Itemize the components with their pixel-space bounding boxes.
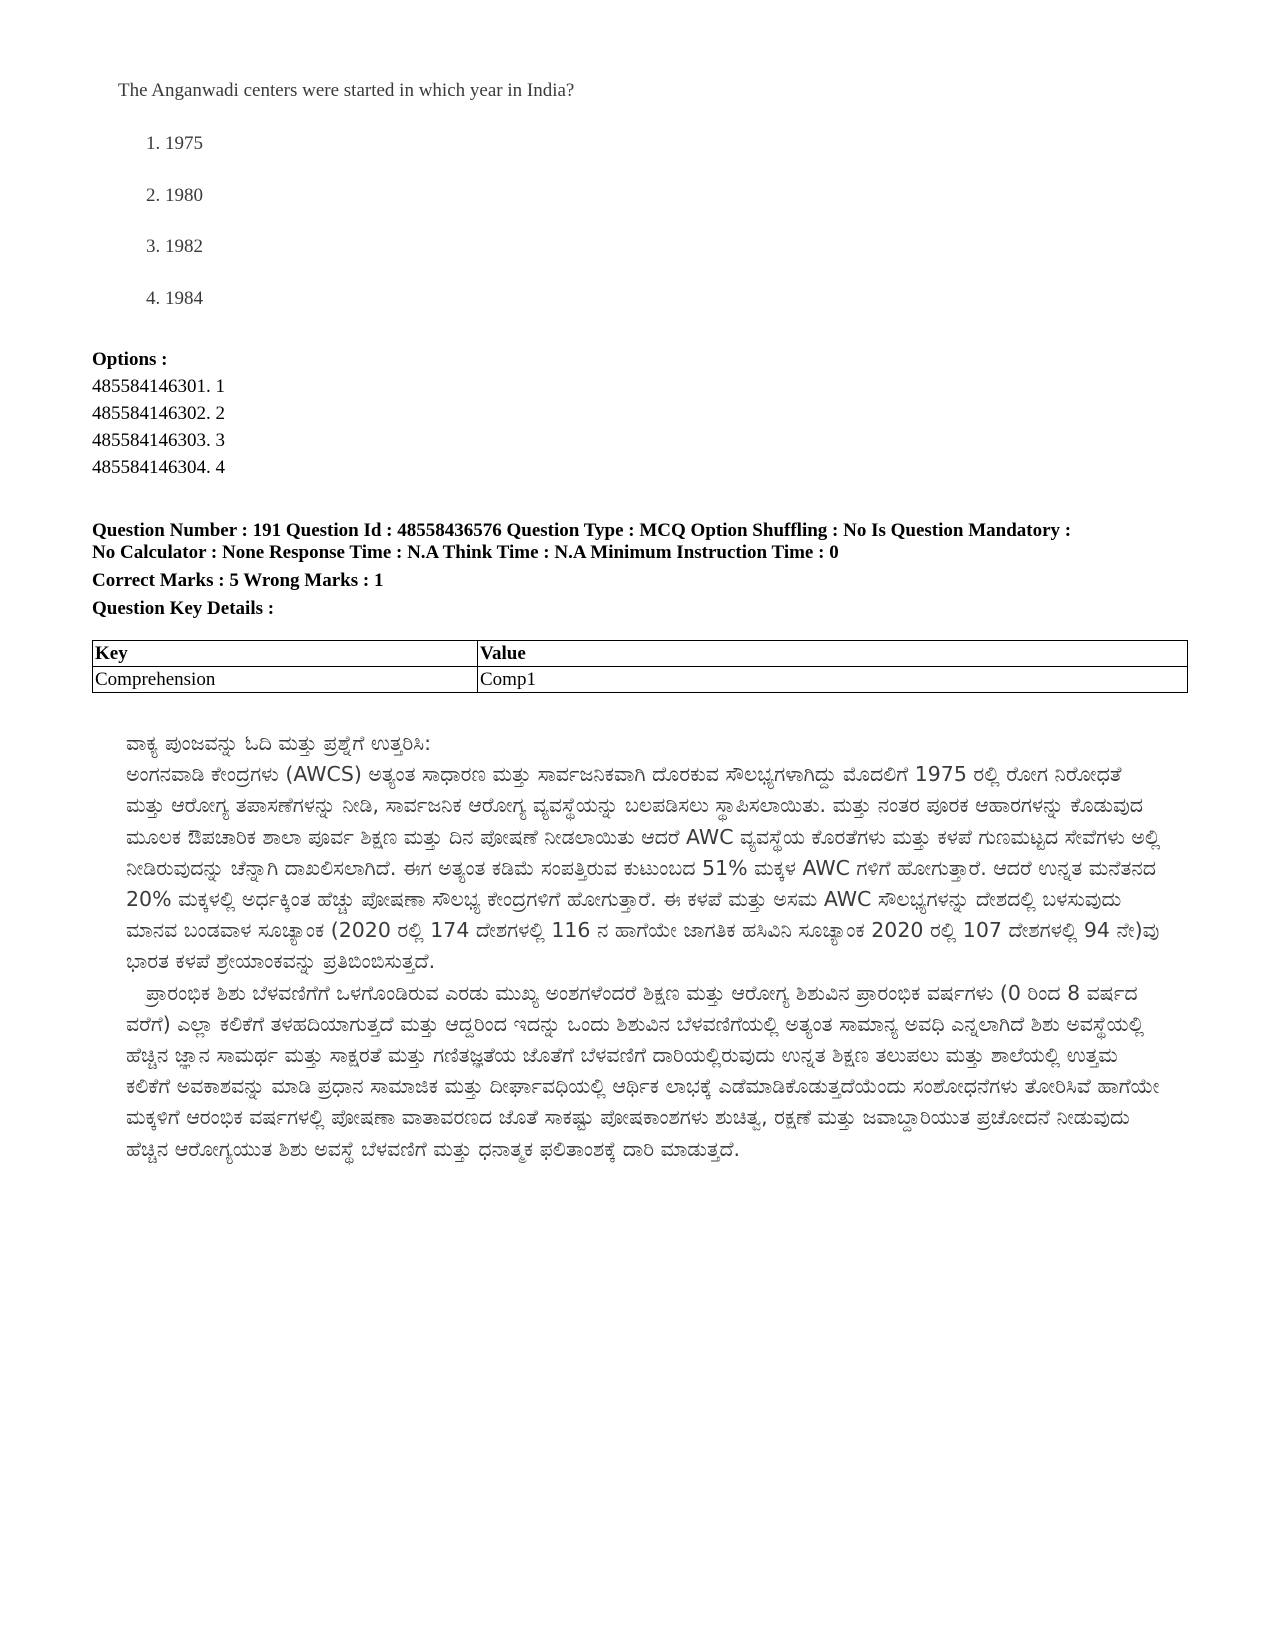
marks-line: Correct Marks : 5 Wrong Marks : 1 [92, 570, 384, 591]
table-row [93, 667, 1188, 693]
options-heading: Options : [92, 349, 168, 370]
option-id-line: 485584146304. 4 [92, 457, 225, 478]
passage-heading: ವಾಕ್ಯ ಪುಂಜವನ್ನು ಓದಿ ಮತ್ತು ಪ್ರಶ್ನೆಗೆ ಉತ್ತರಿಸಿ: [126, 731, 432, 755]
question-option-2: 2. 1980 [146, 185, 203, 206]
option-id-line: 485584146303. 3 [92, 430, 225, 451]
question-meta-line-1: Question Number : 191 Question Id : 48558436576 Question Type : MCQ Option Shuffling : No Is Question Mandatory : [92, 520, 1072, 541]
option-id-line: 485584146301. 1 [92, 376, 225, 397]
question-key-table [92, 640, 1188, 693]
passage-paragraph-2: ಪ್ರಾರಂಭಿಕ ಶಿಶು ಬೆಳವಣಿಗೆಗೆ ಒಳಗೊಂಡಿರುವ ಎರಡು ಮುಖ್ಯ ಅಂಶಗಳೆಂದರೆ ಶಿಕ್ಷಣ ಮತ್ತು ಆರೋಗ್ಯ ಶಿಶುವಿನ ಪ್ರಾರಂಭಿಕ ವರ್ಷಗಳು (0 ರಿಂದ 8 ವರ್ಷದ ವರೆಗೆ) ಎಲ್ಲಾ ಕಲಿಕೆಗೆ ತಳಹದಿಯಾಗುತ್ತದೆ ಮತ್ತು ಆದ್ದರಿಂದ ಇದನ್ನು ಒಂದು ಶಿಶುವಿನ ಬೆಳವಣಿಗೆಯಲ್ಲಿ ಅತ್ಯಂತ ಸಾಮಾನ್ಯ ಅವಧಿ ಎನ್ನಲಾಗಿದೆ ಶಿಶು ಅವಸ್ಥೆಯಲ್ಲಿ ಹೆಚ್ಚಿನ ಜ್ಞಾನ ಸಾಮರ್ಥ ಮತ್ತು ಸಾಕ್ಷರತೆ ಮತ್ತು ಗಣಿತಜ್ಞತೆಯ ಜೊತೆಗೆ ಬೆಳವಣಿಗೆ ದಾರಿಯಲ್ಲಿರುವುದು ಉನ್ನತ ಶಿಕ್ಷಣ ತಲುಪಲು ಮತ್ತು ಶಾಲೆಯಲ್ಲಿ ಉತ್ತಮ ಕಲಿಕೆಗೆ ಅವಕಾಶವನ್ನು ಮಾಡಿ ಪ್ರಧಾನ ಸಾಮಾಜಿಕ ಮತ್ತು ದೀರ್ಘಾವಧಿಯಲ್ಲಿ ಆರ್ಥಿಕ ಲಾಭಕ್ಕೆ ಎಡೆಮಾಡಿಕೊಡುತ್ತದೆಯೆಂದು ಸಂಶೋಧನೆಗಳು ತೋರಿಸಿವೆ ಹಾಗೆಯೇ ಮಕ್ಕಳಿಗೆ ಆರಂಭಿಕ ವರ್ಷಗಳಲ್ಲಿ ಪೋಷಣಾ ವಾತಾವರಣದ ಜೊತೆ ಸಾಕಷ್ಟು ಪೋಷಕಾಂಶಗಳು ಶುಚಿತ್ವ, ರಕ್ಷಣೆ ಮತ್ತು ಜವಾಬ್ದಾರಿಯುತ ಪ್ರಚೋದನೆ ನೀಡುವುದು ಹೆಚ್ಚಿನ ಆರೋಗ್ಯಯುತ ಶಿಶು ಅವಸ್ಥೆ ಬೆಳವಣಿಗೆ ಮತ್ತು ಧನಾತ್ಮಕ ಫಲಿತಾಂಶಕ್ಕೆ ದಾರಿ ಮಾಡುತ್ತದೆ. [126, 980, 1160, 1161]
comprehension-passage [126, 728, 1166, 1165]
question-option-1: 1. 1975 [146, 133, 203, 154]
option-id-line: 485584146302. 2 [92, 403, 225, 424]
cell-key: Comprehension [93, 667, 478, 693]
question-image [112, 76, 712, 326]
question-meta-line-2: No Calculator : None Response Time : N.A Think Time : N.A Minimum Instruction Time : 0 [92, 542, 839, 563]
cell-value: Comp1 [478, 667, 1188, 693]
question-option-3: 3. 1982 [146, 236, 203, 257]
passage-paragraph-1: ಅಂಗನವಾಡಿ ಕೇಂದ್ರಗಳು (AWCS) ಅತ್ಯಂತ ಸಾಧಾರಣ ಮತ್ತು ಸಾರ್ವಜನಿಕವಾಗಿ ದೊರಕುವ ಸೌಲಭ್ಯಗಳಾಗಿದ್ದು ಮೊದಲಿಗೆ 1975 ರಲ್ಲಿ ರೋಗ ನಿರೋಧತೆ ಮತ್ತು ಆರೋಗ್ಯ ತಪಾಸಣೆಗಳನ್ನು ನೀಡಿ, ಸಾರ್ವಜನಿಕ ಆರೋಗ್ಯ ವ್ಯವಸ್ಥೆಯನ್ನು ಬಲಪಡಿಸಲು ಸ್ಥಾಪಿಸಲಾಯಿತು. ಮತ್ತು ನಂತರ ಪೂರಕ ಆಹಾರಗಳನ್ನು ಕೊಡುವುದ ಮೂಲಕ ಔಪಚಾರಿಕ ಶಾಲಾ ಪೂರ್ವ ಶಿಕ್ಷಣ ಮತ್ತು ದಿನ ಪೋಷಣೆ ನೀಡಲಾಯಿತು ಆದರೆ AWC ವ್ಯವಸ್ಥೆಯ ಕೊರತೆಗಳು ಮತ್ತು ಕಳಪೆ ಗುಣಮಟ್ಟದ ಸೇವೆಗಳು ಅಲ್ಲಿ ನೀಡಿರುವುದನ್ನು ಚೆನ್ನಾಗಿ ದಾಖಲಿಸಲಾಗಿದೆ. ಈಗ ಅತ್ಯಂತ ಕಡಿಮೆ ಸಂಪತ್ತಿರುವ ಕುಟುಂಬದ 51% ಮಕ್ಕಳ AWC ಗಳಿಗೆ ಹೋಗುತ್ತಾರೆ. ಆದರೆ ಉನ್ನತ ಮನೆತನದ 20% ಮಕ್ಕಳಲ್ಲಿ ಅರ್ಧಕ್ಕಿಂತ ಹೆಚ್ಚು ಪೋಷಣಾ ಸೌಲಭ್ಯ ಕೇಂದ್ರಗಳಿಗೆ ಹೋಗುತ್ತಾರೆ. ಈ ಕಳಪೆ ಮತ್ತು ಅಸಮ AWC ಸೌಲಭ್ಯಗಳನ್ನು ದೇಶದಲ್ಲಿ ಬಳಸುವುದು ಮಾನವ ಬಂಡವಾಳ ಸೂಚ್ಯಾಂಕ (2020 ರಲ್ಲಿ 174 ದೇಶಗಳಲ್ಲಿ 116 ನ ಹಾಗೆಯೇ ಜಾಗತಿಕ ಹಸಿವಿನಿ ಸೂಚ್ಯಾಂಕ 2020 ರಲ್ಲಿ 107 ದೇಶಗಳಲ್ಲಿ 94 ನೇ)ವು ಭಾರತ ಕಳಪೆ ಶ್ರೇಯಾಂಕವನ್ನು ಪ್ರತಿಬಿಂಬಿಸುತ್ತದೆ. [126, 762, 1161, 974]
key-details-label: Question Key Details : [92, 598, 275, 619]
question-option-4: 4. 1984 [146, 288, 203, 309]
header-key: Key [93, 641, 478, 667]
table-header-row [93, 641, 1188, 667]
header-value: Value [478, 641, 1188, 667]
question-text: The Anganwadi centers were started in which year in India? [118, 80, 575, 101]
